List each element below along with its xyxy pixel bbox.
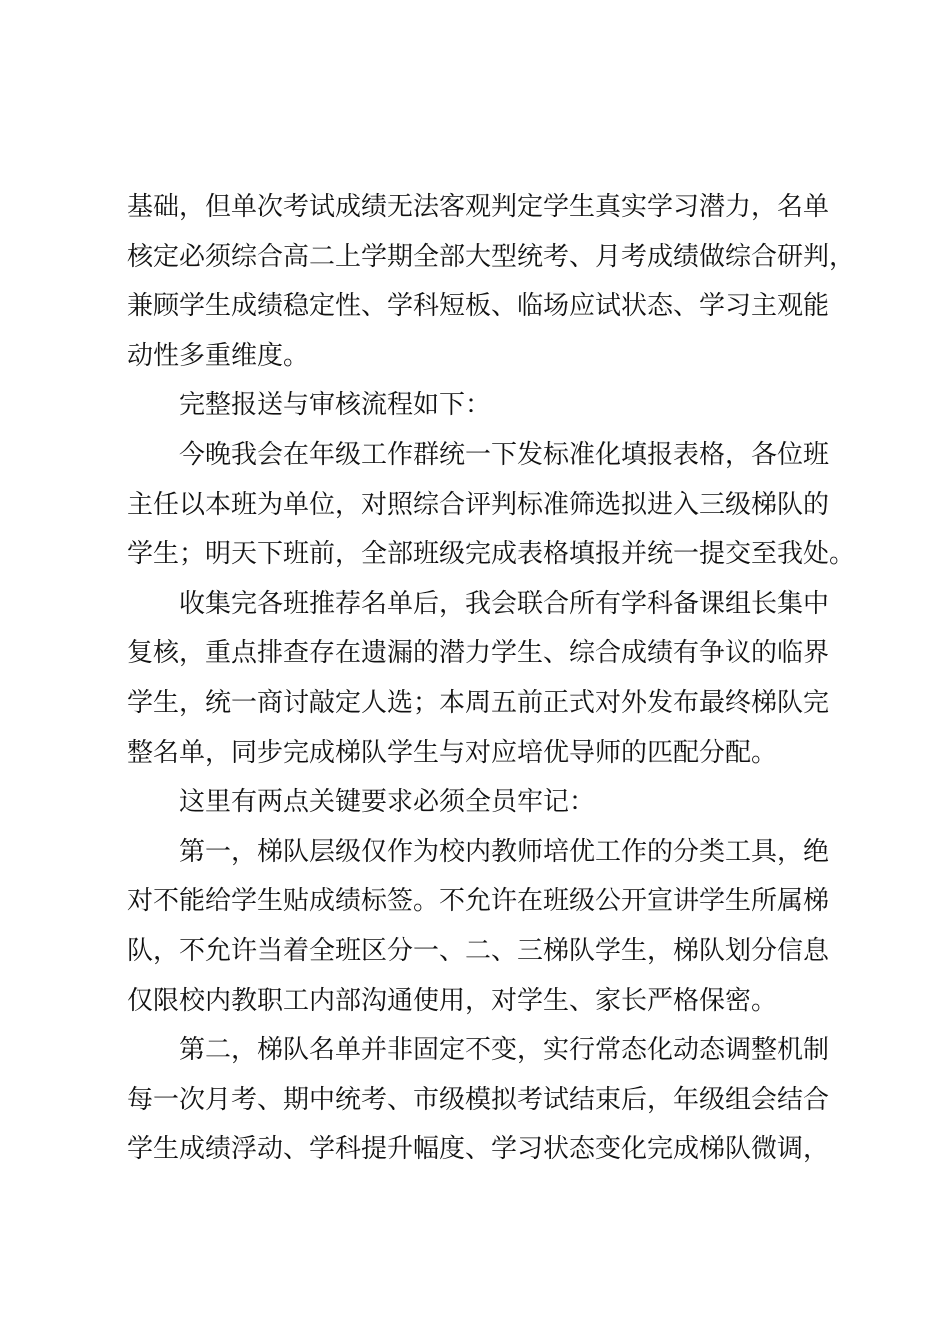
body-text [127,183,856,1175]
paragraph-start-line: 第一，梯队层级仅作为校内教师培优工作的分类工具，绝 [179,836,830,867]
text-line: 基础，但单次考试成绩无法客观判定学生真实学习潜力，名单 [127,192,830,222]
text-line: 队，不允许当着全班区分一、二、三梯队学生，梯队划分信息 [127,935,830,966]
text-line: 学生，统一商讨敲定人选；本周五前正式对外发布最终梯队完 [127,687,830,718]
text-line: 动性多重维度。 [127,340,310,371]
text-line: 每一次月考、期中统考、市级模拟考试结束后，年级组会结合 [127,1084,830,1115]
paragraph-start-line: 收集完各班推荐名单后，我会联合所有学科备课组长集中 [179,588,830,619]
text-line: 整名单，同步完成梯队学生与对应培优导师的匹配分配。 [127,737,778,768]
text-line: 学生；明天下班前，全部班级完成表格填报并统一提交至我处。 [127,539,856,570]
paragraph-start-line: 完整报送与审核流程如下： [179,390,492,421]
text-line: 学生成绩浮动、学科提升幅度、学习状态变化完成梯队微调， [127,1134,830,1165]
text-line: 核定必须综合高二上学期全部大型统考、月考成绩做综合研判， [127,241,856,272]
paragraph-start-line: 第二，梯队名单并非固定不变，实行常态化动态调整机制 [179,1035,830,1066]
text-line: 对不能给学生贴成绩标签。不允许在班级公开宣讲学生所属梯 [127,886,830,917]
text-line: 主任以本班为单位，对照综合评判标准筛选拟进入三级梯队的 [127,489,830,520]
text-line: 复核，重点排查存在遗漏的潜力学生、综合成绩有争议的临界 [127,638,830,669]
text-line: 仅限校内教职工内部沟通使用，对学生、家长严格保密。 [127,985,778,1016]
text-line: 兼顾学生成绩稳定性、学科短板、临场应试状态、学习主观能 [127,291,830,322]
paragraph-start-line: 今晚我会在年级工作群统一下发标准化填报表格，各位班 [179,439,830,470]
paragraph-start-line: 这里有两点关键要求必须全员牢记： [179,787,596,818]
